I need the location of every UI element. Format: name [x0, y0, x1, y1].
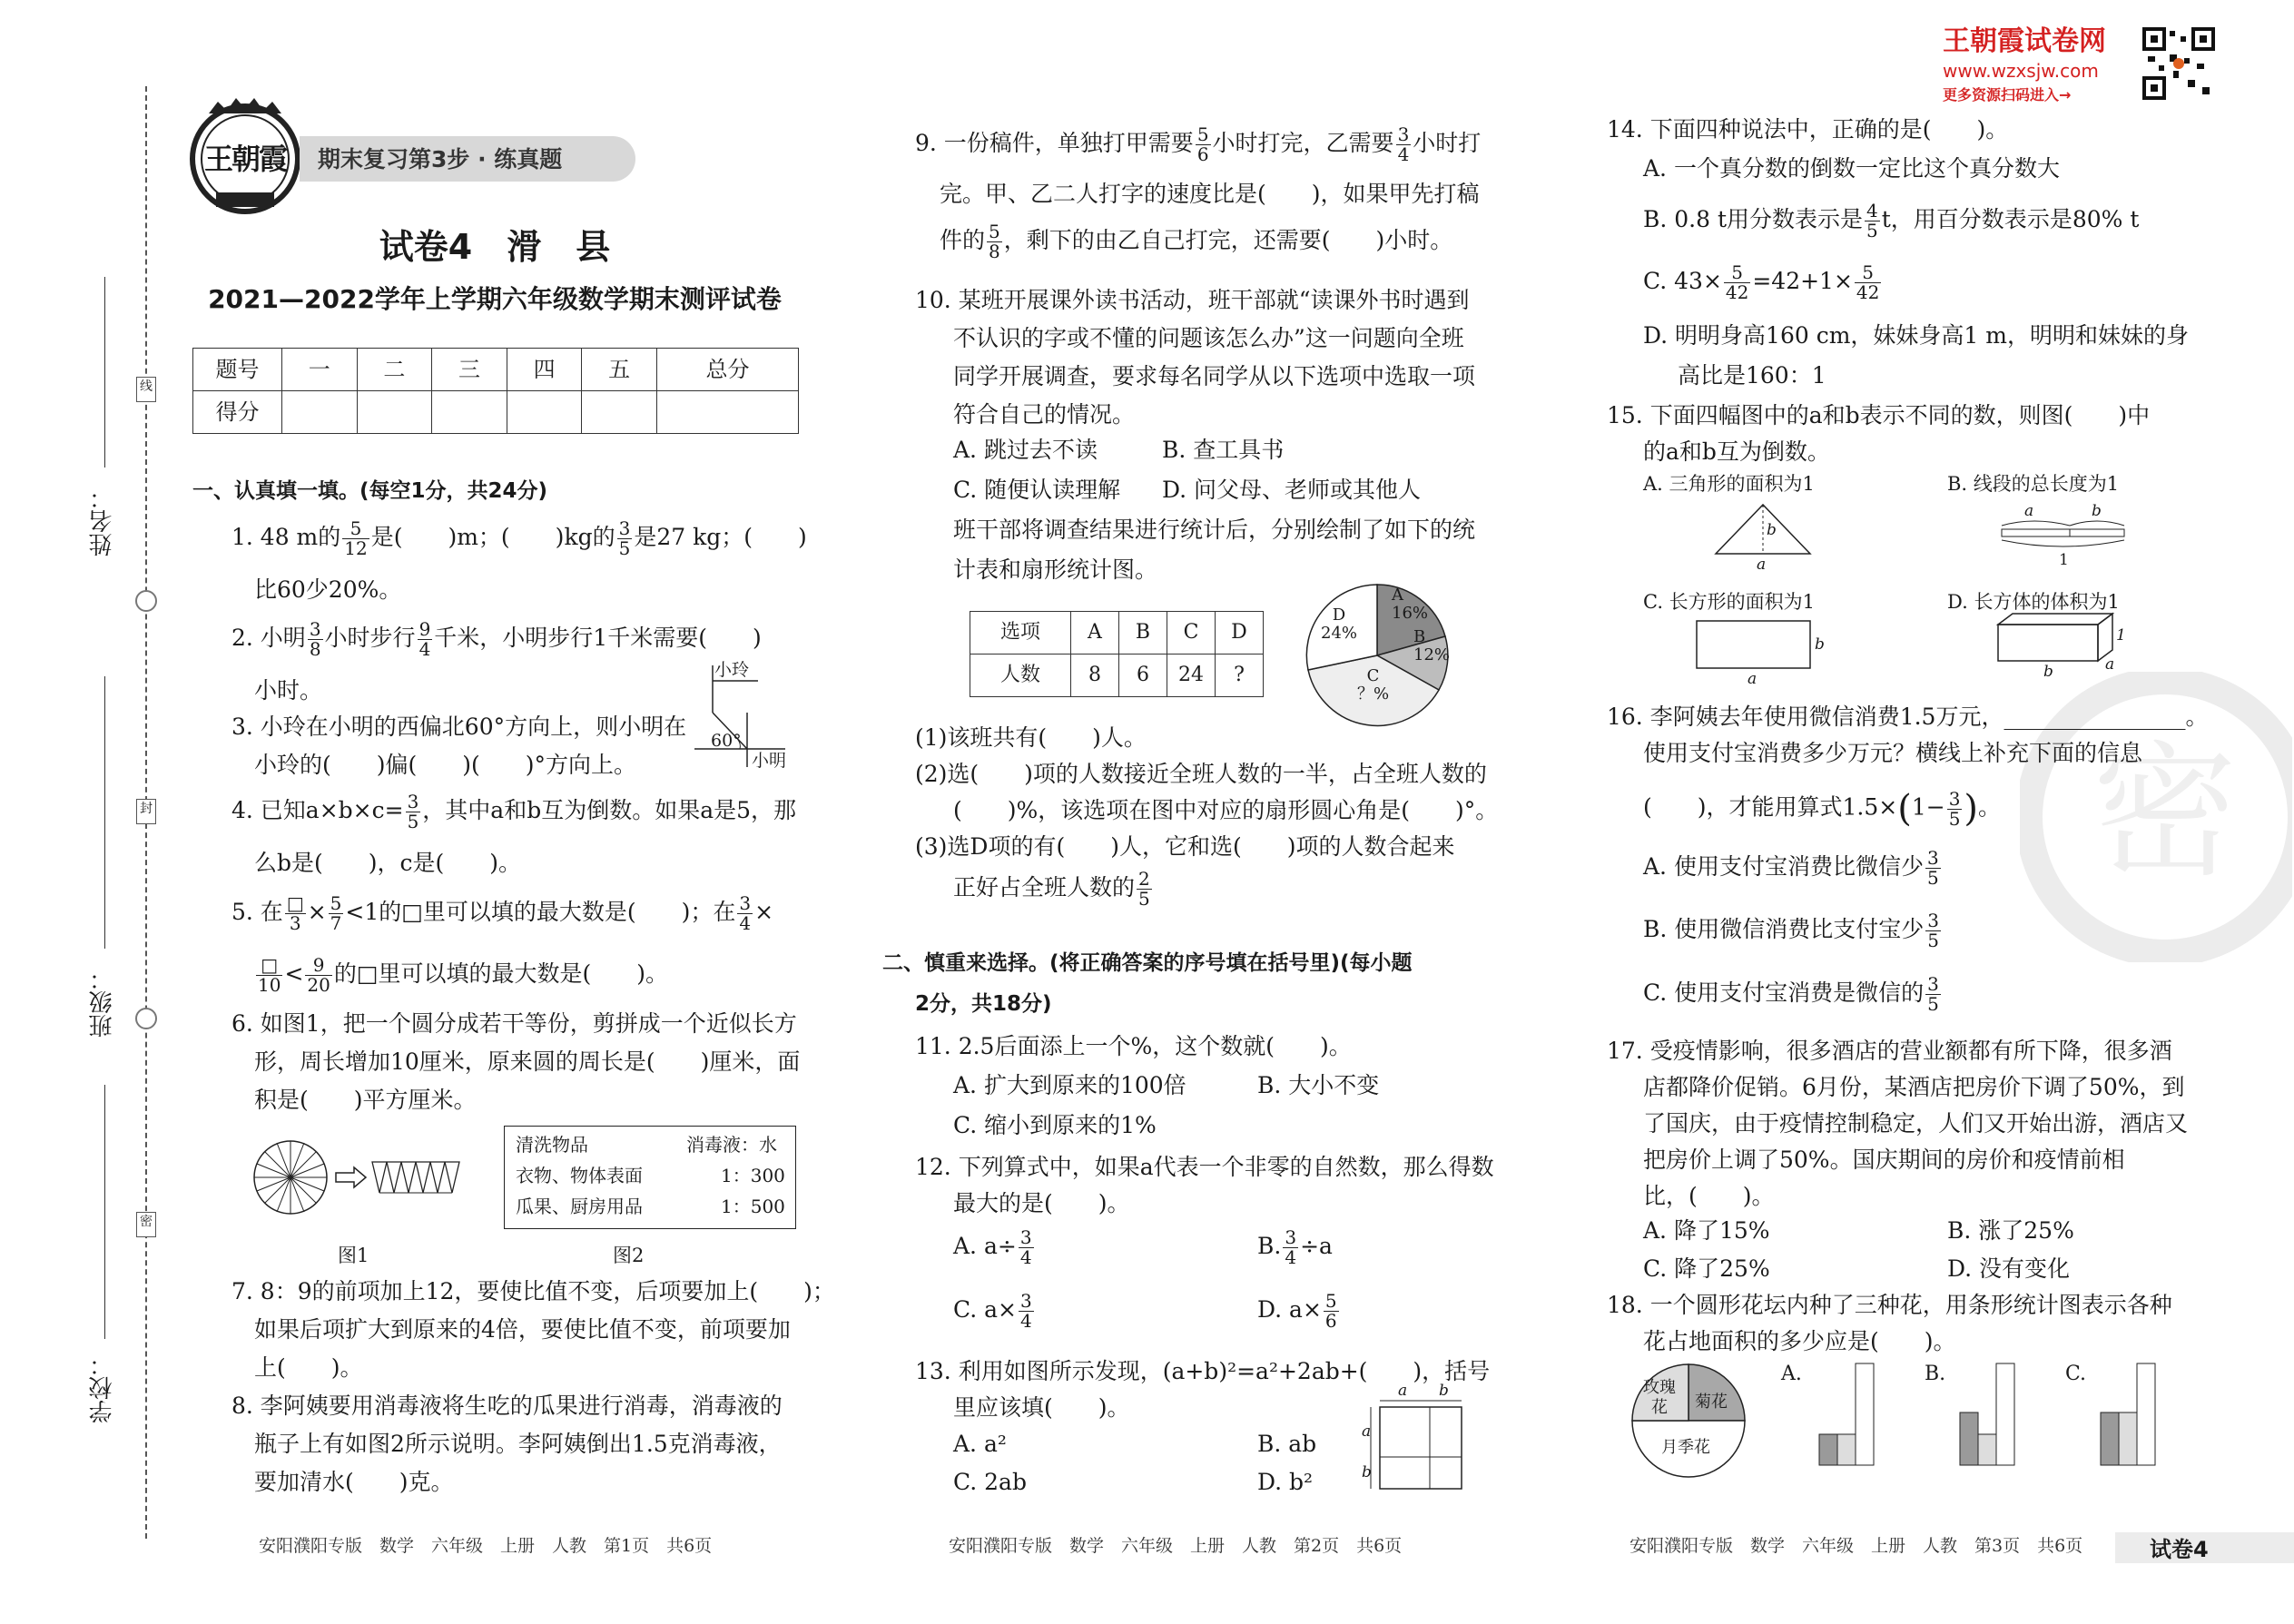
direction-diagram [676, 658, 803, 781]
pie-rose: 玫瑰 花 [1643, 1378, 1676, 1417]
pie-chart [1303, 581, 1452, 731]
brand-logo [182, 91, 309, 218]
fraction: $\frac{□}{3}$ [286, 892, 304, 934]
banner-text: 期末复习第3步 · 练真题 [318, 146, 563, 172]
pie-label-c: C ？% [1357, 666, 1390, 704]
seal-secret-mark: 密 [136, 1212, 156, 1237]
label-1: 1 [2059, 551, 2069, 569]
triangle-figure [1707, 497, 1816, 575]
label-xiaoming: 小明 [752, 751, 787, 771]
q14-option-a: A. 一个真分数的倒数一定比这个真分数大 [1643, 155, 2060, 182]
question-10-sub3b: 正好占全班人数的 $\frac{2}{5}$ [953, 868, 1150, 910]
class-line [104, 676, 105, 949]
fraction: $\frac{9}{4}$ [418, 618, 431, 660]
q13-option-b: B. ab [1257, 1431, 1317, 1457]
label-a: a [2105, 655, 2115, 674]
pie-label-b: B 12% [1413, 627, 1451, 664]
question-16-line2: 使用支付宝消费多少万元？横线上补充下面的信息 [1643, 740, 2143, 766]
q17-option-c: C. 降了25% [1643, 1255, 1770, 1282]
table-cell: 6 [1119, 655, 1167, 697]
table-header: A [1071, 612, 1119, 655]
table-header: 选项 [970, 612, 1071, 655]
score-input[interactable] [507, 391, 582, 434]
square-diagram [1362, 1384, 1471, 1502]
question-10-sub2: (2)选( )项的人数接近全班人数的一半，占全班人数的 [915, 761, 1487, 787]
qr-code-icon[interactable] [2142, 27, 2215, 100]
table-cell: 衣物、物体表面 [516, 1165, 643, 1186]
question-10-sub3: (3)选D项的有( )人，它和选( )项的人数合起来 [915, 833, 1455, 860]
question-6-line2: 形，周长增加10厘米，原来圆的周长是( )厘米，面 [254, 1048, 801, 1075]
question-18: 18. 一个圆形花坛内种了三种花，用条形统计图表示各种 [1607, 1292, 2172, 1318]
seal-seal-mark: 封 [136, 799, 156, 824]
q14-option-c: C. 43× $\frac{5}{42}$ =42+1× $\frac{5}{42}$ [1643, 261, 1880, 303]
q14-option-d-line2: 高比是160：1 [1678, 362, 1826, 389]
question-12: 12. 下列算式中，如果a代表一个非零的自然数，那么得数 [915, 1154, 1494, 1180]
question-9-line3: 件的 $\frac{5}{8}$ ，剩下的由乙自己打完，还需要( )小时。 [940, 221, 1453, 262]
q18-option-c: C. [2065, 1363, 2087, 1385]
question-8: 8. 李阿姨要用消毒液将生吃的瓜果进行消毒，消毒液的 [231, 1393, 783, 1419]
question-4: 4. 已知a×b×c= $\frac{3}{5}$ ，其中a和b互为倒数。如果a是5，那 [231, 791, 797, 832]
table-header: 清洗物品 [516, 1134, 588, 1156]
question-17-line: 店都降价促销。6月份，某酒店把房价下调了50%，到 [1643, 1074, 2185, 1100]
bar-option-c [2097, 1360, 2161, 1469]
question-3-line2: 小玲的( )偏( )( )°方向上。 [254, 752, 637, 778]
table-header: 消毒液：水 [686, 1134, 777, 1156]
q10-option-b: B. 查工具书 [1162, 437, 1285, 463]
label-a: a [1398, 1382, 1408, 1400]
site-brand [1943, 25, 2142, 107]
q15-option-c: C. 长方形的面积为1 [1643, 591, 1816, 613]
q17-option-a: A. 降了15% [1643, 1217, 1770, 1244]
table-cell: 人数 [970, 655, 1071, 697]
label-a: a [1757, 556, 1767, 574]
question-7: 7. 8：9的前项加上12，要使比值不变，后项要加上( )； [231, 1278, 835, 1304]
question-10-after: 计表和扇形统计图。 [953, 556, 1158, 583]
section-2-heading: 二、慎重来选择。(将正确答案的序号填在括号里)(每小题 [882, 951, 1413, 975]
q16-option-a: A. 使用支付宝消费比微信少 $\frac{3}{5}$ [1643, 847, 1939, 889]
q16-option-c: C. 使用支付宝消费是微信的 $\frac{3}{5}$ [1643, 973, 1939, 1015]
question-16: 16. 李阿姨去年使用微信消费1.5万元，________________。 [1607, 704, 2209, 730]
binding-hole-icon [135, 590, 157, 612]
q16-option-b: B. 使用微信消费比支付宝少 $\frac{3}{5}$ [1643, 910, 1940, 951]
q13-option-c: C. 2ab [953, 1469, 1027, 1495]
q10-option-c: C. 随便认读理解 [953, 477, 1121, 503]
label-1: 1 [2116, 626, 2126, 645]
name-label: 姓名： [89, 486, 116, 556]
score-input[interactable] [282, 391, 358, 434]
label-b: b [2043, 663, 2053, 681]
table-cell: 1：500 [721, 1196, 785, 1217]
score-table [192, 348, 799, 434]
question-5: 5. 在 $\frac{□}{3}$ × $\frac{5}{7}$ <1的□里可以填的最大数是( )；在 $\frac{3}{4}$ × [231, 892, 774, 934]
score-cell: 总分 [656, 349, 798, 391]
question-6: 6. 如图1，把一个圆分成若干等份，剪拼成一个近似长方 [231, 1010, 797, 1037]
question-17: 17. 受疫情影响，很多酒店的营业额都有所下降，很多酒 [1607, 1038, 2172, 1064]
score-input[interactable] [432, 391, 507, 434]
q13-option-a: A. a² [953, 1431, 1007, 1457]
question-11: 11. 2.5后面添上一个%，这个数就( )。 [915, 1033, 1352, 1059]
pie-label-a: A 16% [1392, 586, 1429, 623]
label-xiaoling: 小玲 [714, 660, 750, 680]
site-name: 王朝霞试卷网 [1943, 25, 2106, 57]
table-cell: 24 [1167, 655, 1216, 697]
question-10-line: 不认识的字或不懂的问题该怎么办”这一问题向全班 [953, 325, 1464, 351]
score-input[interactable] [656, 391, 798, 434]
q10-option-d: D. 问父母、老师或其他人 [1162, 477, 1422, 503]
segment-figure [1997, 504, 2133, 576]
table-cell: 8 [1071, 655, 1119, 697]
pie-china-rose: 月季花 [1661, 1438, 1710, 1457]
banner [300, 136, 635, 182]
fraction: $\frac{3}{4}$ [1397, 123, 1410, 165]
square-svg [1362, 1384, 1471, 1502]
cuboid-figure [1993, 608, 2129, 690]
label-b: b [1439, 1382, 1449, 1400]
question-5-line2: $\frac{□}{10}$ < $\frac{9}{20}$ 的□里可以填的最大数是( )。 [258, 954, 668, 996]
q14-option-d: D. 明明身高160 cm，妹妹身高1 m，明明和妹妹的身 [1643, 322, 2189, 349]
table-header: D [1216, 612, 1264, 655]
score-input[interactable] [357, 391, 432, 434]
table-cell: ? [1216, 655, 1264, 697]
question-4-line2: 么b是( )，c是( )。 [254, 850, 522, 876]
q12-option-c: C. a× $\frac{3}{4}$ [953, 1290, 1032, 1332]
question-10-line: 符合自己的情况。 [953, 401, 1136, 428]
q12-option-d: D. a× $\frac{5}{6}$ [1257, 1290, 1337, 1332]
score-cell: 二 [357, 349, 432, 391]
score-cell: 题号 [193, 349, 282, 391]
question-17-line: 比，( )。 [1643, 1183, 1775, 1209]
question-10: 10. 某班开展课外读书活动，班干部就“读课外书时遇到 [915, 287, 1470, 313]
question-8-line3: 要加清水( )克。 [254, 1469, 454, 1495]
class-label: 班级： [89, 967, 116, 1038]
q10-option-a: A. 跳过去不读 [953, 437, 1098, 463]
binding-hole-icon [135, 1008, 157, 1029]
fraction: $\frac{3}{5}$ [618, 517, 631, 559]
school-line [104, 1085, 105, 1339]
site-tagline: 更多资源扫码进入→ [1943, 86, 2072, 103]
question-7-line2: 如果后项扩大到原来的4倍，要使比值不变，前项要加 [254, 1316, 791, 1343]
fraction: $\frac{2}{5}$ [1138, 868, 1150, 910]
footer-page-1: 安阳濮阳专版 数学 六年级 上册 人教 第1页 共6页 [259, 1536, 713, 1556]
fraction: $\frac{5}{6}$ [1196, 123, 1209, 165]
question-1 [231, 519, 807, 558]
rectangle-figure [1693, 617, 1829, 690]
figure-2-table [504, 1126, 796, 1229]
pie-chrysanthemum: 菊花 [1695, 1393, 1728, 1412]
score-table-score-row [193, 391, 799, 434]
question-16-line3: ( )，才能用算式1.5×(1− $\frac{3}{5}$ )。 [1643, 787, 2002, 830]
score-input[interactable] [582, 391, 657, 434]
score-cell: 三 [432, 349, 507, 391]
question-13: 13. 利用如图所示发现，(a+b)²=a²+2ab+( )，括号 [915, 1358, 1491, 1384]
score-cell: 一 [282, 349, 358, 391]
angle-label: 60° [711, 731, 742, 751]
logo-text: 王朝霞 [203, 142, 286, 176]
question-10-after: 班干部将调查结果进行统计后，分别绘制了如下的统 [953, 517, 1476, 543]
question-10-sub1: (1)该班共有( )人。 [915, 724, 1147, 751]
section-1-heading: 一、认真填一填。(每空1分，共24分) [192, 479, 548, 503]
score-table-header-row [193, 349, 799, 391]
binding-margin [86, 86, 159, 1539]
question-7-line3: 上( )。 [254, 1354, 363, 1381]
page-subtitle: 2021—2022学年上学期六年级数学期末测评试卷 [208, 284, 782, 314]
q12-option-b: B. $\frac{3}{4}$ ÷a [1257, 1226, 1333, 1268]
table-cell: 瓜果、厨房用品 [516, 1196, 643, 1217]
table-cell: 1：300 [721, 1165, 785, 1186]
survey-table [970, 611, 1264, 697]
question-10-sub2b: ( )%，该选项在图中对应的扇形圆心角是( )°。 [953, 797, 1499, 823]
question-9: 9. 一份稿件，单独打甲需要 $\frac{5}{6}$ 小时打完，乙需要 $\frac{3}{4}$ 小时打 [915, 123, 1482, 165]
q11-option-c: C. 缩小到原来的1% [953, 1112, 1157, 1138]
site-url[interactable]: www.wzxsjw.com [1943, 60, 2099, 82]
fraction: $\frac{5}{7}$ [330, 892, 342, 934]
fraction: $\frac{3}{5}$ [407, 791, 419, 832]
question-9-line2: 完。甲、乙二人打字的速度比是( )，如果甲先打稿 [940, 181, 1480, 207]
q11-option-b: B. 大小不变 [1257, 1072, 1380, 1098]
question-6-line3: 积是( )平方厘米。 [254, 1087, 477, 1113]
question-1-line2: 比60少20%。 [254, 576, 402, 603]
q15-option-d: D. 长方体的体积为1 [1947, 591, 2120, 613]
q13-option-d: D. b² [1257, 1469, 1314, 1495]
q1-text: 是( )m；( )kg的 [370, 524, 615, 550]
fraction: $\frac{5}{12}$ [344, 517, 368, 559]
q14-option-b: B. 0.8 t用分数表示是 $\frac{4}{5}$ t，用百分数表示是80% t [1643, 200, 2140, 241]
fraction: $\frac{3}{8}$ [309, 618, 321, 660]
seal-line-mark: 线 [136, 377, 156, 402]
fraction: $\frac{9}{20}$ [307, 954, 330, 996]
section-2-heading-line2: 2分，共18分) [915, 992, 1052, 1016]
question-17-line: 把房价上调了50%。国庆期间的房价和疫情前相 [1643, 1147, 2125, 1173]
q17-option-d: D. 没有变化 [1947, 1255, 2071, 1282]
q15-option-b: B. 线段的总长度为1 [1947, 473, 2120, 495]
table-header: B [1119, 612, 1167, 655]
label-b: b [1767, 521, 1777, 539]
bar-option-b [1956, 1360, 2020, 1469]
question-8-line2: 瓶子上有如图2所示说明。李阿姨倒出1.5克消毒液， [254, 1431, 782, 1457]
q18-option-a: A. [1781, 1363, 1802, 1385]
q18-option-b: B. [1925, 1363, 1946, 1385]
label-b: b [1815, 635, 1825, 654]
q1-text: 是27 kg；( ) [634, 524, 807, 550]
flower-pie [1629, 1362, 1748, 1480]
question-13-line2: 里应该填( )。 [953, 1394, 1130, 1421]
fraction: $\frac{3}{4}$ [739, 892, 752, 934]
page-title: 试卷4 滑 县 [379, 227, 611, 267]
question-15: 15. 下面四幅图中的a和b表示不同的数，则图( )中 [1607, 402, 2151, 428]
footer-tag: 试卷4 [2150, 1537, 2209, 1562]
circle-to-rectangle-svg [250, 1135, 468, 1221]
question-12-line2: 最大的是( )。 [953, 1190, 1130, 1216]
table-header: C [1167, 612, 1216, 655]
question-15-line2: 的a和b互为倒数。 [1643, 438, 1830, 465]
question-2-line2: 小时。 [254, 677, 323, 704]
pie-label-d: D 24% [1321, 605, 1358, 643]
score-cell: 得分 [193, 391, 282, 434]
question-10-line: 同学开展调查，要求每名同学从以下选项中选取一项 [953, 363, 1476, 389]
label-a: a [1362, 1422, 1372, 1441]
fraction: $\frac{□}{10}$ [258, 954, 281, 996]
q12-option-a: A. a÷ $\frac{3}{4}$ [953, 1226, 1032, 1268]
label-a: a [1748, 670, 1757, 688]
label-b: b [2092, 502, 2102, 520]
name-line [104, 277, 105, 468]
q15-option-a: A. 三角形的面积为1 [1643, 473, 1815, 495]
question-17-line: 了国庆，由于疫情控制稳定，人们又开始出游，酒店又 [1643, 1110, 2189, 1137]
svg-text:密: 密 [2092, 727, 2239, 897]
figure-1-caption: 图1 [338, 1245, 369, 1266]
question-3: 3. 小玲在小明的西偏北60°方向上，则小明在 [231, 714, 687, 740]
q17-option-b: B. 涨了25% [1947, 1217, 2074, 1244]
question-18-line2: 花占地面积的多少应是( )。 [1643, 1328, 1956, 1354]
footer-page-2: 安阳濮阳专版 数学 六年级 上册 人教 第2页 共6页 [949, 1536, 1403, 1556]
q11-option-a: A. 扩大到原来的100倍 [953, 1072, 1186, 1098]
fraction: $\frac{5}{8}$ [989, 221, 1000, 262]
score-cell: 四 [507, 349, 582, 391]
figure-1 [250, 1135, 468, 1221]
label-a: a [2024, 502, 2034, 520]
figure-2-caption: 图2 [613, 1245, 645, 1266]
score-cell: 五 [582, 349, 657, 391]
question-14: 14. 下面四种说法中，正确的是( )。 [1607, 116, 2009, 143]
q1-text: 1. 48 m的 [231, 524, 341, 550]
school-label: 学校： [89, 1353, 116, 1423]
label-b: b [1362, 1463, 1372, 1481]
footer-tag-bar [2115, 1532, 2294, 1563]
bar-option-a [1816, 1360, 1879, 1469]
footer-page-3: 安阳濮阳专版 数学 六年级 上册 人教 第3页 共6页 [1629, 1536, 2083, 1556]
question-2: 2. 小明 $\frac{3}{8}$ 小时步行 $\frac{9}{4}$ 千米，小明步行1千米需要( ) [231, 618, 762, 660]
